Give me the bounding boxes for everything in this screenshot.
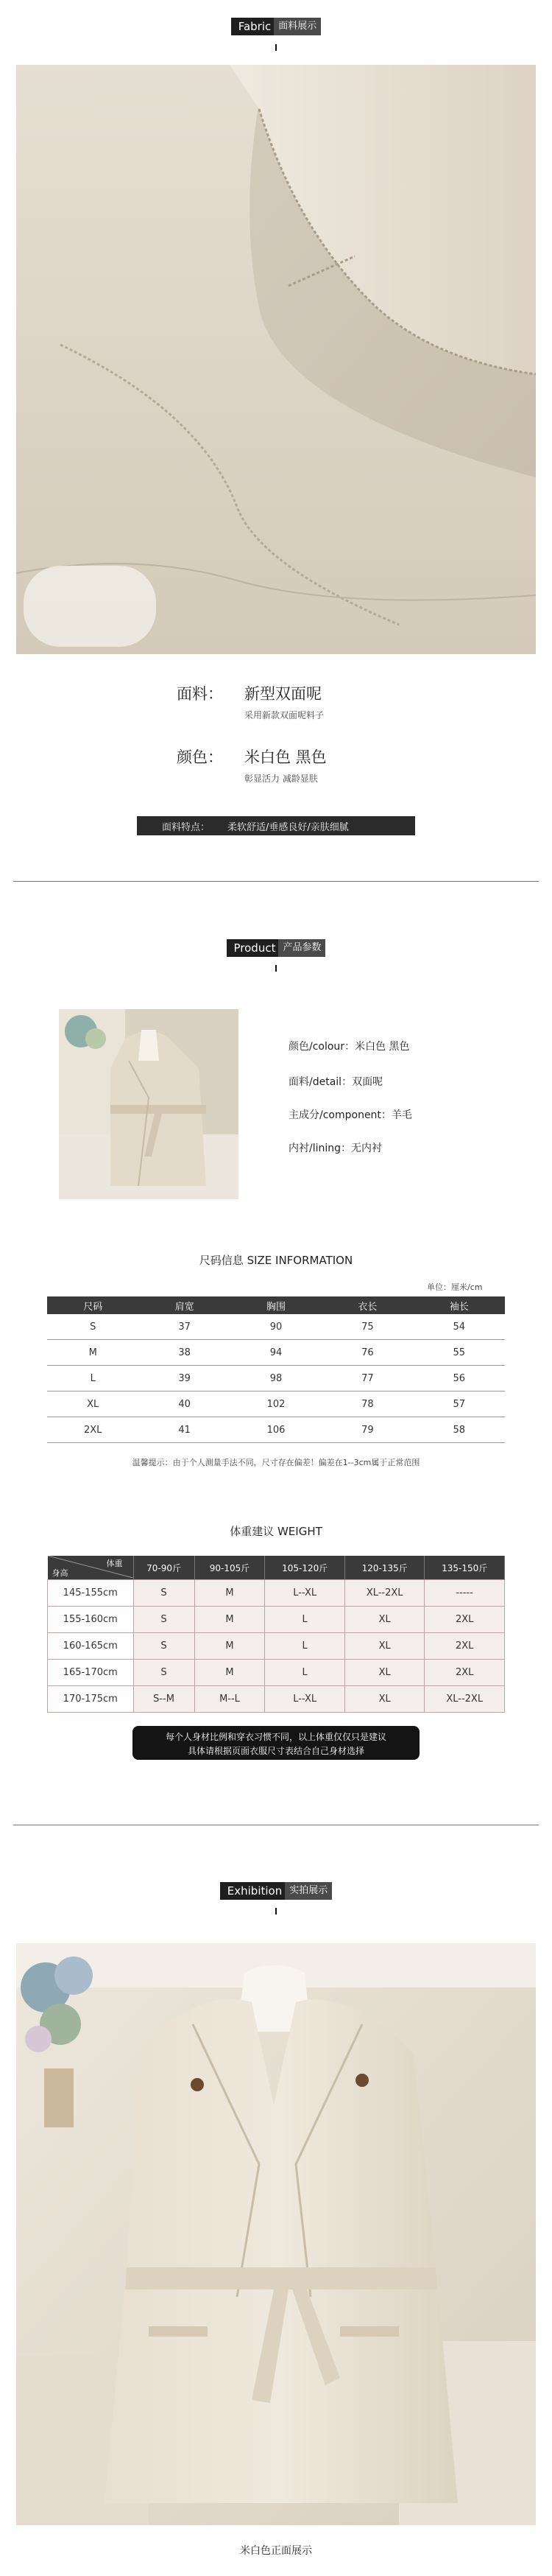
product-title-en: Product [227, 939, 279, 957]
param-value: 羊毛 [391, 1109, 412, 1121]
exhibition-section-title [0, 1882, 552, 1900]
table-cell: M [194, 1633, 265, 1660]
fabric-title-en: Fabric [231, 18, 275, 35]
weight-header-cell: 105-120斤 [265, 1556, 345, 1580]
table-cell: 2XL [47, 1417, 138, 1443]
param-row [289, 1107, 412, 1122]
weight-notice-box [132, 1726, 420, 1760]
table-cell: L [265, 1660, 345, 1686]
weight-title: 体重建议 WEIGHT [230, 1525, 322, 1538]
param-row [289, 1039, 410, 1053]
table-row [47, 1391, 505, 1417]
table-cell: 94 [230, 1340, 322, 1366]
title-tick [275, 965, 277, 972]
size-header-cell: 尺码 [47, 1296, 138, 1314]
table-cell: XL [47, 1391, 138, 1417]
table-cell: 38 [138, 1340, 230, 1366]
exhibition-title-cn: 实拍展示 [285, 1882, 332, 1900]
size-header-cell: 袖长 [414, 1296, 505, 1314]
table-cell: XL--2XL [344, 1580, 425, 1607]
table-cell: M [194, 1607, 265, 1633]
table-row [47, 1314, 505, 1340]
weight-header-cell: 120-135斤 [344, 1556, 425, 1580]
size-info-title: 尺码信息 SIZE INFORMATION [199, 1254, 353, 1267]
size-header-cell: 肩宽 [138, 1296, 230, 1314]
table-cell: M [194, 1580, 265, 1607]
table-cell: 106 [230, 1417, 322, 1443]
table-cell: S [133, 1580, 194, 1607]
table-cell: 39 [138, 1366, 230, 1391]
fabric-note: 采用新款双面呢料子 [244, 710, 325, 720]
section-divider [13, 881, 539, 882]
table-cell: 78 [322, 1391, 413, 1417]
param-value: 无内衬 [351, 1143, 383, 1154]
table-row [47, 1340, 505, 1366]
product-section-title [0, 939, 552, 957]
coat-front-photo [16, 1943, 536, 2525]
size-unit: 单位：厘米/cm [427, 1282, 483, 1292]
table-cell: 40 [138, 1391, 230, 1417]
table-cell: 155-160cm [48, 1607, 134, 1633]
exhibition-title-en: Exhibition [220, 1882, 285, 1900]
table-cell: XL [344, 1607, 425, 1633]
size-header-cell: 胸围 [230, 1296, 322, 1314]
table-cell: 54 [414, 1314, 505, 1340]
fabric-label: 面料： [177, 685, 223, 703]
size-table-header [47, 1296, 505, 1314]
table-cell: L--XL [265, 1686, 345, 1713]
notice-line: 具体请根据页面衣服尺寸表结合自己身材选择 [187, 1746, 364, 1756]
table-cell: 79 [322, 1417, 413, 1443]
weight-corner-cell [48, 1556, 134, 1580]
fabric-section-title [0, 18, 552, 35]
size-table [47, 1296, 505, 1443]
table-row [48, 1607, 505, 1633]
features-value: 柔软舒适/垂感良好/亲肤细腻 [227, 821, 349, 833]
features-label: 面料特点： [162, 821, 210, 833]
notice-line: 每个人身材比例和穿衣习惯不同，以上体重仅仅只是建议 [165, 1732, 386, 1742]
table-cell: L [47, 1366, 138, 1391]
color-value: 米白色 黑色 [244, 748, 327, 766]
table-cell: 2XL [425, 1660, 505, 1686]
table-cell: S [47, 1314, 138, 1340]
table-cell: S--M [133, 1686, 194, 1713]
table-cell: 76 [322, 1340, 413, 1366]
color-label: 颜色： [177, 748, 223, 766]
fabric-features-bar [137, 816, 415, 835]
table-cell: 90 [230, 1314, 322, 1340]
param-label: 面料/detail： [289, 1076, 353, 1088]
fabric-closeup-photo [16, 65, 536, 654]
table-cell: 57 [414, 1391, 505, 1417]
fabric-value: 新型双面呢 [244, 685, 322, 703]
table-cell: 160-165cm [48, 1633, 134, 1660]
weight-header-cell: 70-90斤 [133, 1556, 194, 1580]
table-cell: XL [344, 1633, 425, 1660]
weight-table-header [48, 1556, 505, 1580]
param-label: 主成分/component： [289, 1109, 392, 1121]
table-cell: ----- [425, 1580, 505, 1607]
table-cell: L [265, 1607, 345, 1633]
table-cell: 75 [322, 1314, 413, 1340]
table-cell: S [133, 1660, 194, 1686]
table-cell: 98 [230, 1366, 322, 1391]
title-tick [275, 1908, 277, 1915]
table-cell: 58 [414, 1417, 505, 1443]
weight-header-cell: 135-150斤 [425, 1556, 505, 1580]
size-note: 温馨提示：由于个人测量手法不同，尺寸存在偏差！偏差在1--3cm属于正常范围 [132, 1458, 420, 1467]
table-cell: L [265, 1633, 345, 1660]
table-cell: M--L [194, 1686, 265, 1713]
weight-header-cell: 90-105斤 [194, 1556, 265, 1580]
table-cell: 170-175cm [48, 1686, 134, 1713]
table-row [48, 1580, 505, 1607]
table-cell: 41 [138, 1417, 230, 1443]
table-row [47, 1366, 505, 1391]
table-cell: 77 [322, 1366, 413, 1391]
table-cell: 37 [138, 1314, 230, 1340]
table-row [48, 1686, 505, 1713]
table-cell: M [47, 1340, 138, 1366]
table-cell: 55 [414, 1340, 505, 1366]
table-cell: M [194, 1660, 265, 1686]
weight-table [47, 1556, 505, 1713]
param-value: 米白色 黑色 [355, 1041, 410, 1053]
table-cell: S [133, 1607, 194, 1633]
table-cell: 56 [414, 1366, 505, 1391]
table-cell: S [133, 1633, 194, 1660]
table-row [48, 1633, 505, 1660]
fabric-title-cn: 面料展示 [274, 18, 321, 35]
param-label: 内衬/lining： [289, 1143, 352, 1154]
table-row [48, 1660, 505, 1686]
table-cell: XL--2XL [425, 1686, 505, 1713]
param-row [289, 1140, 382, 1155]
table-cell: 145-155cm [48, 1580, 134, 1607]
product-thumbnail-photo [59, 1009, 238, 1199]
table-cell: 165-170cm [48, 1660, 134, 1686]
table-cell: XL [344, 1686, 425, 1713]
size-header-cell: 衣长 [322, 1296, 413, 1314]
table-cell: 102 [230, 1391, 322, 1417]
corner-height-label: 身高 [52, 1568, 68, 1578]
color-note: 彰显活力 减龄显肤 [244, 773, 318, 784]
param-label: 颜色/colour： [289, 1041, 355, 1053]
exhibition-caption: 米白色正面展示 [240, 2545, 312, 2557]
corner-weight-label: 体重 [106, 1559, 123, 1568]
product-title-cn: 产品参数 [278, 939, 325, 957]
table-cell: 2XL [425, 1607, 505, 1633]
param-value: 双面呢 [352, 1076, 383, 1088]
table-cell: XL [344, 1660, 425, 1686]
table-cell: 2XL [425, 1633, 505, 1660]
table-cell: L--XL [265, 1580, 345, 1607]
table-row [47, 1417, 505, 1443]
param-row [289, 1074, 383, 1089]
title-tick [275, 44, 277, 51]
